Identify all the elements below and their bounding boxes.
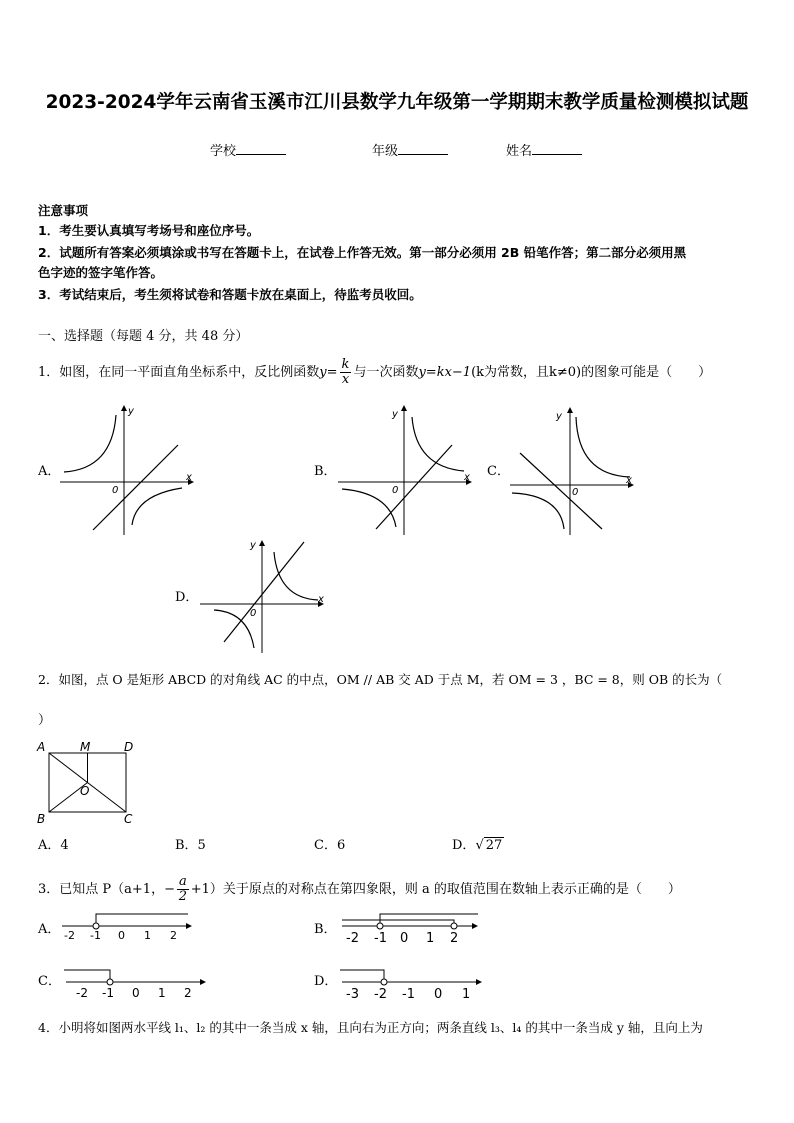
tick-label: -2: [64, 929, 75, 942]
hyperbola-branch: [274, 552, 318, 600]
q1-note: (k为常数，且k≠0)的图象可能是（ ）: [471, 365, 712, 380]
label-d: D: [124, 740, 134, 754]
q2-option-d-label: D．: [452, 838, 476, 853]
section-heading: 一、选择题（每题 4 分，共 48 分）: [38, 329, 249, 344]
q3-option-d[interactable]: D．: [314, 974, 338, 989]
tick-label: 2: [450, 931, 459, 946]
q2-rectangle-figure: [34, 738, 144, 824]
tick-label: -2: [374, 987, 387, 1002]
grade-field[interactable]: [372, 140, 448, 159]
school-blank: [236, 142, 286, 155]
label-c: C: [124, 812, 133, 824]
tick-label: 2: [170, 929, 177, 942]
y-label: y: [128, 406, 134, 417]
q1-eq: =: [326, 365, 338, 380]
origin-label: 0: [392, 485, 399, 496]
question-2-text: 2．如图，点 O 是矩形 ABCD 的对角线 AC 的中点，OM // AB 交 AD 于点 M，若 OM = 3 ，BC = 8，则 OB 的长为（: [38, 672, 723, 687]
tick-label: 1: [426, 931, 435, 946]
q1-option-a[interactable]: A．: [38, 464, 61, 479]
linear-line: [93, 445, 178, 530]
y-label: y: [556, 411, 562, 422]
tick-label: 0: [400, 931, 409, 946]
x-label: x: [318, 594, 324, 605]
open-endpoint: [377, 923, 383, 929]
label-a: A: [37, 740, 46, 754]
q1-option-c[interactable]: C．: [487, 464, 510, 479]
q1-graph-a: [60, 405, 195, 535]
q3-frac-den: 2: [178, 889, 187, 904]
origin-label: 0: [572, 487, 579, 498]
q3-frac-num: a: [178, 874, 187, 889]
open-endpoint: [381, 979, 387, 985]
tick-label: 1: [144, 929, 151, 942]
y-axis-arrow: [401, 405, 407, 411]
q1-graph-c: [510, 405, 640, 535]
solution-range: [64, 970, 110, 982]
notice-item: 色字迹的签字笔作答。: [38, 265, 164, 280]
hyperbola-branch: [64, 415, 116, 472]
school-label: 学校: [210, 144, 237, 159]
question-2-close: ）: [38, 713, 52, 728]
q1-y: y: [319, 365, 327, 380]
sqrt-radicand: 27: [485, 838, 503, 853]
q3-number-line-d: [338, 962, 488, 1002]
tick-label: 0: [118, 929, 125, 942]
hyperbola-branch: [412, 417, 464, 471]
q3-number-line-b: [340, 906, 480, 946]
label-m: M: [80, 740, 91, 754]
solution-range: [342, 920, 454, 926]
notice-heading: 注意事项: [38, 203, 89, 218]
school-field[interactable]: [210, 140, 286, 159]
name-label: 姓名: [506, 144, 533, 159]
q3-fraction: [177, 875, 189, 904]
y-label: y: [250, 540, 256, 551]
notice-item: 1．考生要认真填写考场号和座位序号。: [38, 223, 260, 238]
hyperbola-branch: [512, 493, 564, 529]
tick-label: 1: [158, 986, 166, 1000]
notice-item: 3．考试结束后，考生须将试卷和答题卡放在桌面上，待监考员收回。: [38, 287, 422, 302]
tick-label: -1: [90, 929, 101, 942]
tick-label: 2: [184, 986, 192, 1000]
grade-blank: [398, 142, 448, 155]
q1-option-b[interactable]: B．: [314, 464, 337, 479]
open-endpoint: [451, 923, 457, 929]
tick-label: -1: [374, 931, 387, 946]
q1-fraction: [340, 358, 352, 387]
q1-mid: 与一次函数: [353, 365, 419, 380]
name-field[interactable]: [506, 140, 582, 159]
y-axis-arrow: [259, 540, 265, 546]
label-b: B: [37, 812, 46, 824]
name-blank: [532, 142, 582, 155]
label-o: O: [80, 784, 90, 798]
tick-label: -2: [346, 931, 359, 946]
origin-label: 0: [112, 485, 119, 496]
sqrt-expression: √ 27: [475, 838, 503, 853]
axis-arrow: [472, 923, 478, 929]
tick-label: -1: [102, 986, 114, 1000]
grade-label: 年级: [372, 144, 399, 159]
q1-graph-d: [200, 538, 330, 653]
q1-linear: y=kx−1: [418, 365, 472, 380]
tick-label: 0: [434, 987, 443, 1002]
y-axis-arrow: [567, 407, 573, 413]
q1-frac-num: k: [341, 357, 350, 372]
y-label: y: [392, 409, 398, 420]
q3-post: +1）关于原点的对称点在第四象限，则 a 的取值范围在数轴上表示正确的是（ ）: [190, 882, 681, 897]
q1-pre: 1．如图，在同一平面直角坐标系中，反比例函数: [38, 365, 320, 380]
q3-option-a[interactable]: A．: [38, 922, 61, 937]
q3-pre: 3．已知点 P（a+1，−: [38, 882, 175, 897]
q1-graph-b: [338, 405, 473, 535]
tick-label: -2: [76, 986, 88, 1000]
q2-option-a[interactable]: A．4: [38, 838, 69, 853]
x-label: x: [464, 472, 470, 483]
hyperbola-branch: [342, 489, 396, 527]
q3-number-line-a: [60, 908, 195, 944]
axis-arrow: [200, 979, 206, 985]
question-3-text: [38, 875, 681, 904]
hyperbola-branch: [132, 488, 182, 525]
q3-option-c[interactable]: C．: [38, 974, 61, 989]
tick-label: 1: [462, 987, 471, 1002]
q3-option-b[interactable]: B．: [314, 922, 337, 937]
q3-number-line-c: [62, 962, 212, 1002]
page-title: 2023-2024学年云南省玉溪市江川县数学九年级第一学期期末教学质量检测模拟试题: [45, 92, 749, 113]
q1-option-d[interactable]: D．: [175, 590, 199, 605]
question-4-text: 4．小明将如图两水平线 l₁、l₂ 的其中一条当成 x 轴，且向右为正方向；两条直线 l₃、l₄ 的其中一条当成 y 轴，且向上为: [38, 1020, 703, 1035]
hyperbola-branch: [576, 417, 630, 477]
tick-label: -3: [346, 987, 359, 1002]
q2-option-d[interactable]: [452, 836, 504, 856]
origin-label: 0: [250, 608, 257, 619]
q2-option-c[interactable]: C．6: [314, 838, 346, 853]
solution-range: [96, 914, 188, 926]
axis-arrow: [186, 923, 192, 929]
solution-range: [340, 970, 384, 982]
axis-arrow: [476, 979, 482, 985]
question-1-text: [38, 358, 711, 387]
tick-label: 0: [132, 986, 140, 1000]
tick-label: -1: [402, 987, 415, 1002]
y-axis-arrow: [121, 405, 127, 411]
q2-option-b[interactable]: B．5: [175, 838, 206, 853]
x-label: x: [186, 472, 192, 483]
x-label: x: [626, 475, 632, 486]
open-endpoint: [107, 979, 113, 985]
notice-item: 2．试题所有答案必须填涂或书写在答题卡上，在试卷上作答无效。第一部分必须用 2B 铅笔作答；第二部分必须用黑: [38, 245, 687, 260]
linear-line: [376, 445, 452, 529]
q1-frac-den: x: [341, 372, 350, 387]
